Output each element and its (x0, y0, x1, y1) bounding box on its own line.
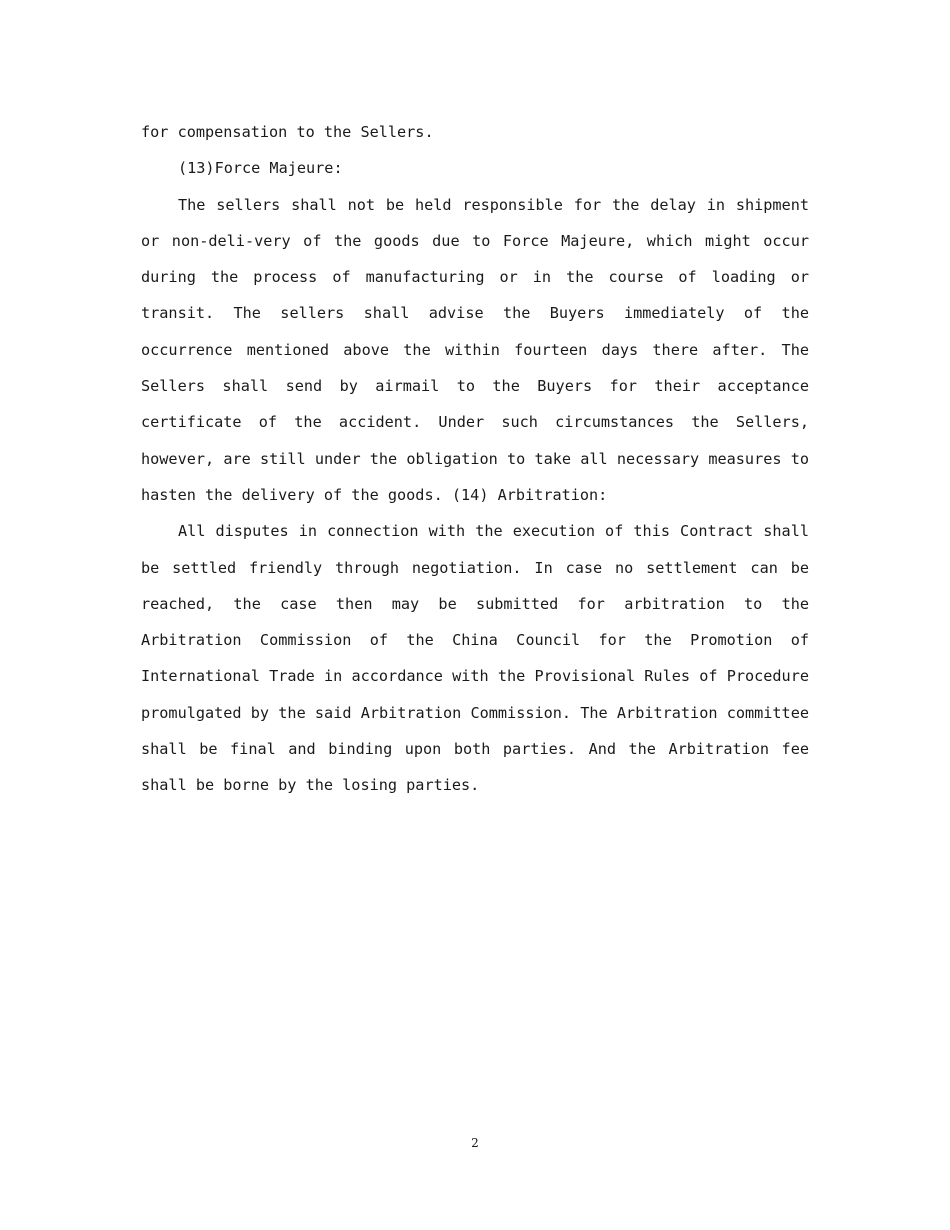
page-number: 2 (471, 1136, 479, 1150)
paragraph-force-majeure: The sellers shall not be held responsible for the delay in shipment or non-deli-very of the goods due to Force Majeure, which might occur during the process of manufacturing or in the course of loading or transit. The sellers shall advise the Buyers immediately of the occurrence mentioned above the within fourteen days there after. The Sellers shall send by airmail to the Buyers for their acceptance certificate of the accident. Under such circumstances the Sellers, however, are still under the obligation to take all necessary measures to hasten the delivery of the goods. (14) Arbitration: (141, 195, 809, 504)
paragraph-arbitration: All disputes in connection with the execution of this Contract shall be settled friendly through negotiation. In case no settlement can be reached, the case then may be submitted for arbitration to the Arbitration Commission of the China Council for the Promotion of International Trade in accordance with the Provisional Rules of Procedure promulgated by the said Arbitration Commission. The Arbitration committee shall be final and binding upon both parties. And the Arbitration fee shall be borne by the losing parties. (141, 522, 809, 795)
paragraph-continuation: for compensation to the Sellers. (141, 123, 434, 141)
document-body (141, 114, 809, 804)
heading-force-majeure: (13)Force Majeure: (178, 159, 343, 178)
